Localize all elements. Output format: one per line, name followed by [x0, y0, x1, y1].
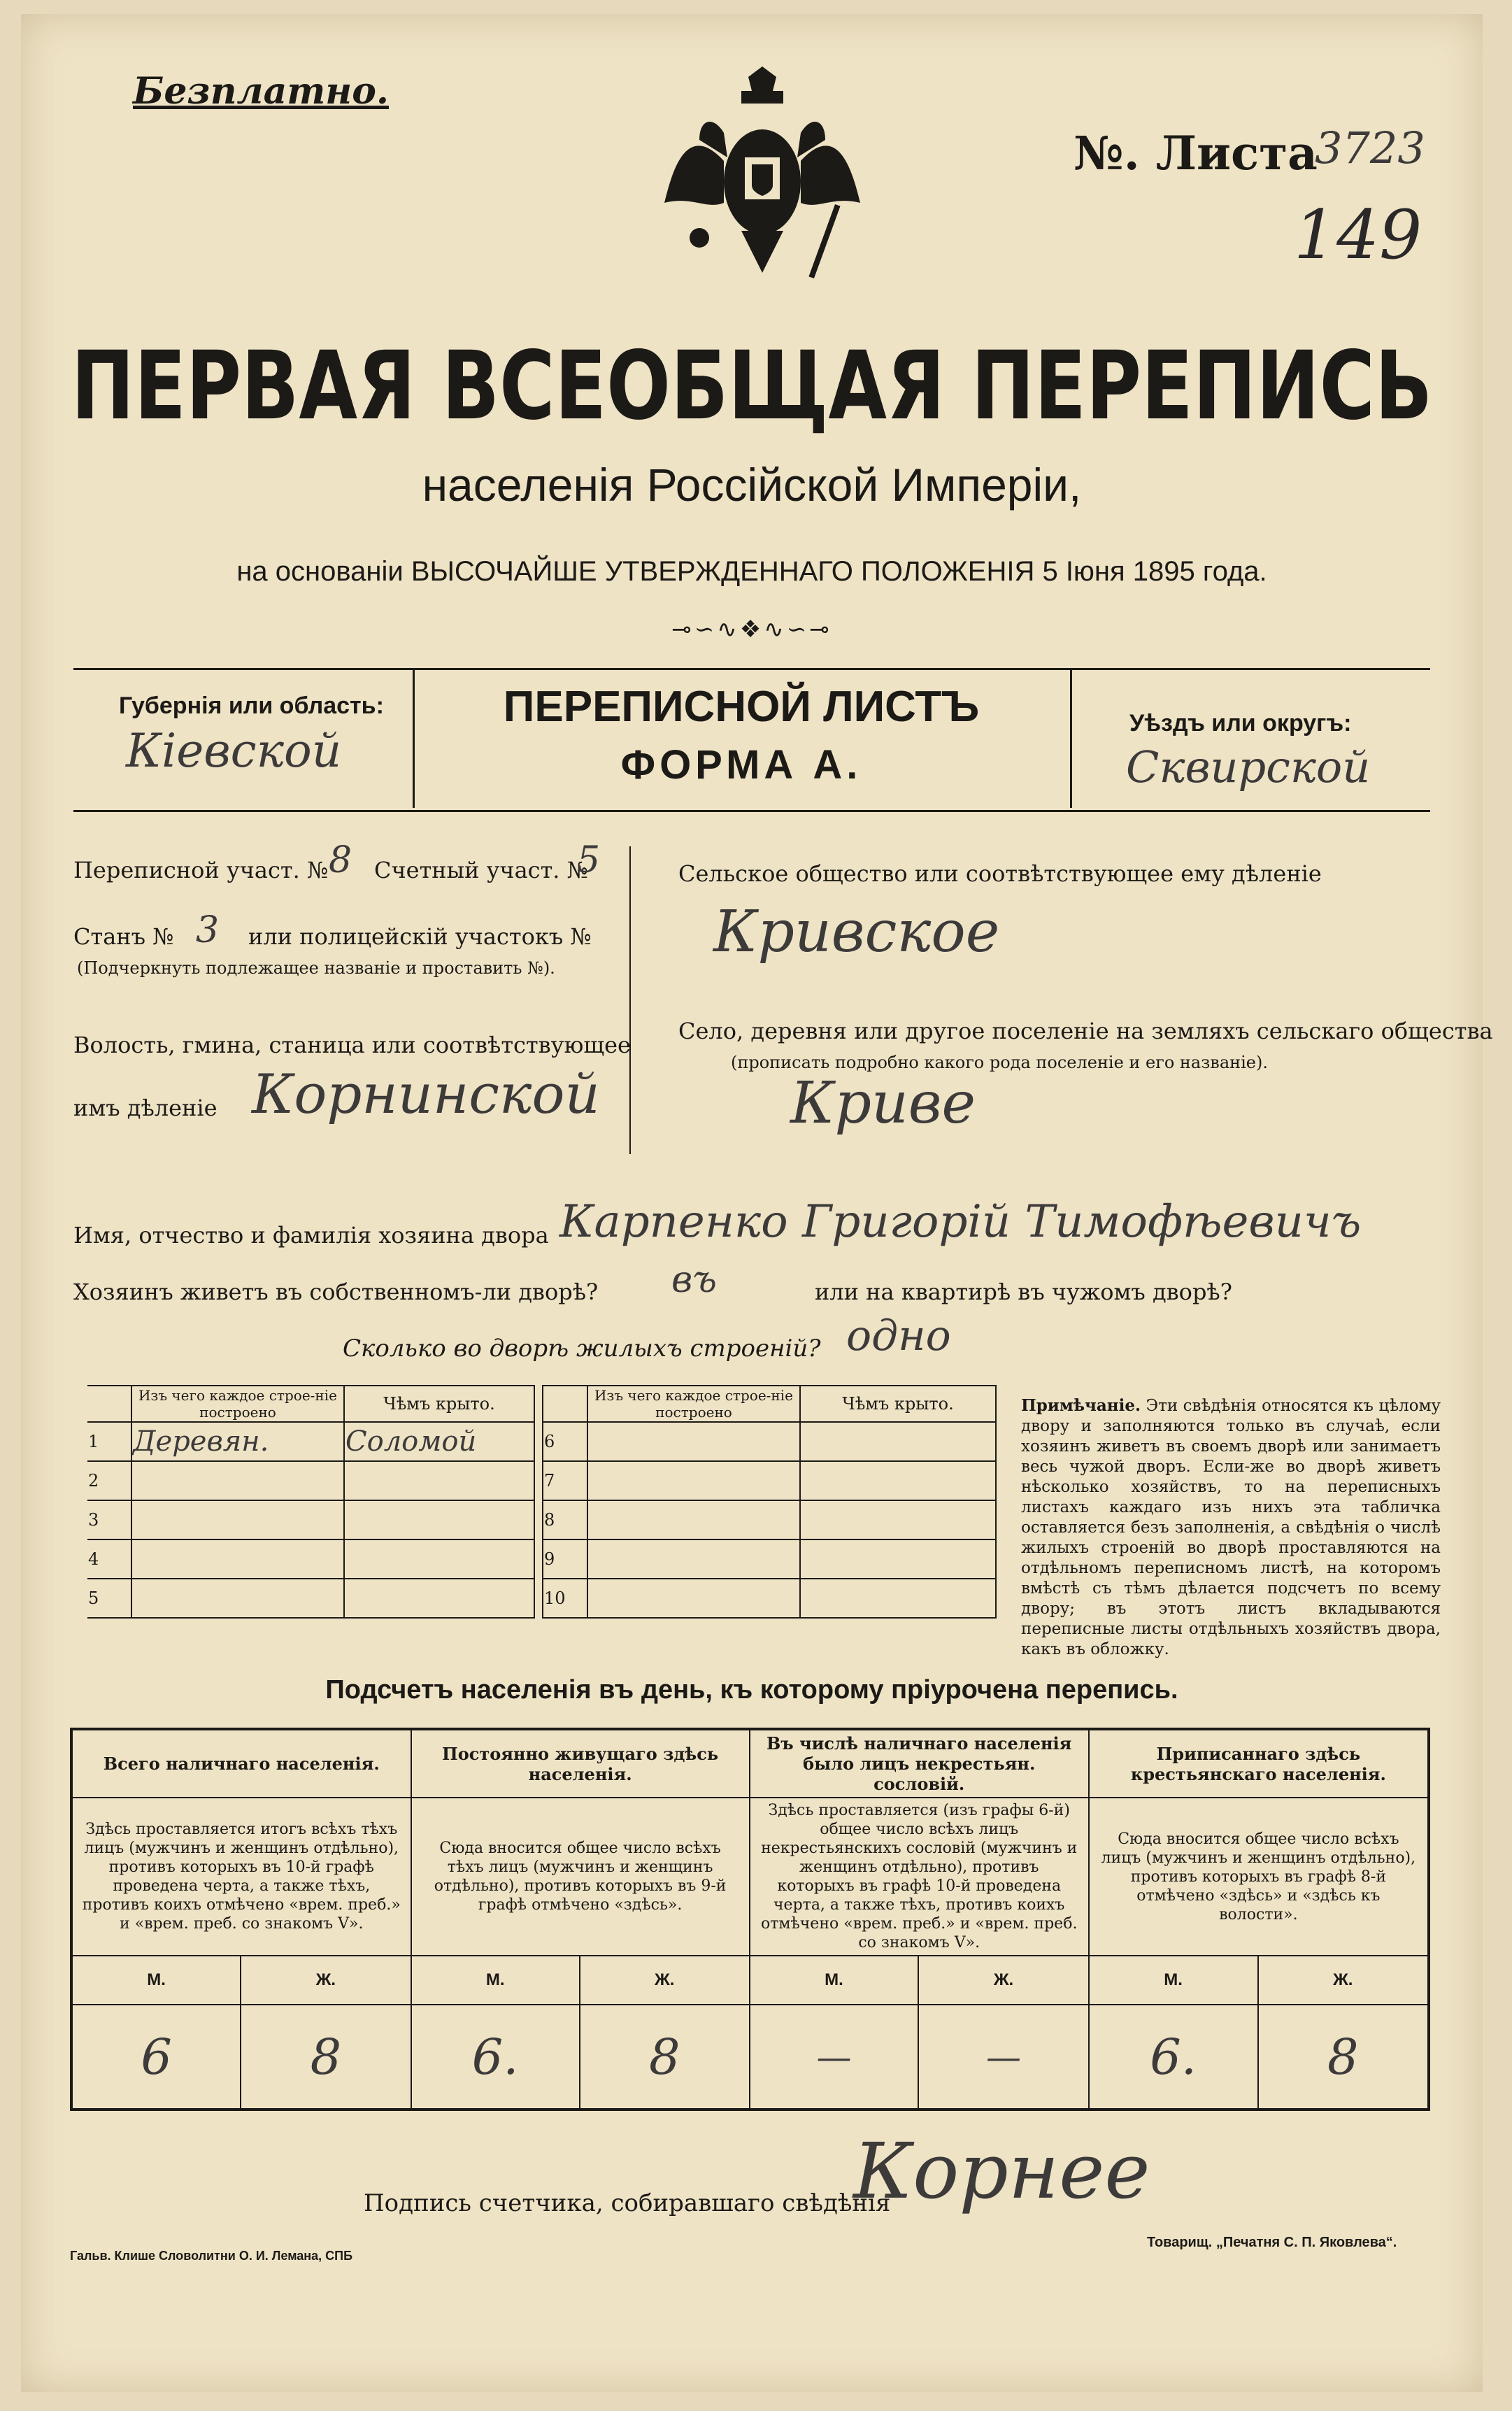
male-count: 6	[71, 2005, 241, 2110]
owner-name-value: Карпенко Григорій Тимофѣевичъ	[559, 1196, 1362, 1248]
building-row-number: 2	[87, 1461, 131, 1500]
count-col-head: Въ числѣ наличнаго населенія было лицъ некрестьян. сословій.	[750, 1729, 1089, 1798]
sheet-stamp-number: 149	[1294, 196, 1422, 274]
count-section-label: Счетный участ. №	[374, 857, 588, 883]
building-row-number: 10	[543, 1579, 587, 1618]
male-count: 6.	[411, 2005, 580, 2110]
building-row-number: 8	[543, 1500, 587, 1539]
volost-value: Корнинской	[252, 1063, 600, 1126]
building-row-number: 6	[543, 1422, 587, 1461]
count-col-desc: Сюда вносится общее число всѣхъ тѣхъ лицъ (мужчинъ и женщинъ отдѣльно), противъ которыхъ въ 9-й графѣ отмѣчено «здѣсь».	[411, 1798, 750, 1956]
census-sheet	[21, 14, 1493, 2392]
own-yard-value: въ	[671, 1259, 717, 1301]
police-label: или полицейскій участокъ №	[248, 923, 592, 950]
basis-line: на основаніи ВЫСОЧАЙШЕ УТВЕРЖДЕННАГО ПОЛОЖЕНІЯ 5 Іюня 1895 года.	[236, 556, 1267, 587]
sheet-number-value: 3723	[1315, 122, 1425, 173]
count-section-value: 5	[577, 839, 601, 881]
buildings-col-material: Изъ чего каждое строе-ніе построено	[587, 1386, 800, 1422]
male-label: М.	[411, 1956, 580, 2005]
village-note: (прописать подробно какого рода поселеніе и его названіе).	[731, 1053, 1268, 1072]
female-label: Ж.	[241, 1956, 411, 2005]
male-count: 6.	[1089, 2005, 1258, 2110]
buildings-col-roof: Чѣмъ крыто.	[344, 1386, 534, 1422]
female-count: 8	[580, 2005, 750, 2110]
volost-label-2: имъ дѣленіе	[73, 1095, 217, 1121]
count-col-desc: Здѣсь проставляется итогъ всѣхъ тѣхъ лицъ (мужчинъ и женщинъ отдѣльно), противъ которыхъ въ 10-й графѣ проведена черта, а также тѣхъ, противъ коихъ отмѣчено «врем. преб.» и «врем. преб. со знакомъ V».	[71, 1798, 411, 1956]
building-row-number: 9	[543, 1539, 587, 1579]
female-count: 8	[241, 2005, 411, 2110]
buildings-value: одно	[846, 1311, 951, 1360]
subtitle: населенія Россійской Имперіи,	[422, 459, 1082, 511]
form-title: ПЕРЕПИСНОЙ ЛИСТЪ	[503, 683, 980, 731]
male-label: М.	[71, 1956, 241, 2005]
province-label: Губернія или область:	[119, 692, 384, 719]
owner-name-label: Имя, отчество и фамилія хозяина двора	[73, 1222, 549, 1249]
province-value: Кіевской	[126, 724, 342, 778]
buildings-table-left	[87, 1385, 535, 1619]
village-value: Криве	[790, 1070, 976, 1137]
footer-left: Гальв. Клише Словолитни О. И. Лемана, СПБ	[70, 2249, 353, 2263]
male-label: М.	[750, 1956, 919, 2005]
footer-right: Товарищ. „Печатня С. П. Яковлева“.	[1147, 2235, 1397, 2250]
male-count: —	[750, 2005, 919, 2110]
female-label: Ж.	[918, 1956, 1089, 2005]
note-lead: Примѣчаніе.	[1021, 1396, 1141, 1415]
note-text: Эти свѣдѣнія относятся къ цѣлому двору и заполняются только въ случаѣ, если хозяинъ живетъ въ своемъ дворѣ или занимаетъ весь чужой дворъ. Если-же во дворѣ живетъ нѣсколько хозяйствъ, то на переписныхъ листахъ каждаго изъ нихъ эта табличка оставляется безъ заполненія, а свѣдѣнія о числѣ жилыхъ строеній во дворѣ проставляются на отдѣльномъ переписномъ листѣ, на которомъ вмѣстѣ съ тѣмъ дѣлается подсчетъ по всему двору; въ этотъ листъ вкладываются переписные листы отдѣльныхъ хозяйствъ двора, какъ въ обложку.	[1021, 1397, 1441, 1658]
community-value: Кривское	[713, 899, 1000, 965]
free-label: Безплатно.	[133, 70, 389, 113]
census-section-label: Переписной участ. №	[73, 857, 329, 883]
building-row-number: 4	[87, 1539, 131, 1579]
stan-value: 3	[196, 909, 220, 951]
rented-label: или на квартирѣ въ чужомъ дворѣ?	[815, 1279, 1232, 1305]
count-col-head: Всего наличнаго населенія.	[71, 1729, 411, 1798]
population-count-table	[70, 1728, 1430, 2111]
main-title: ПЕРВАЯ ВСЕОБЩАЯ ПЕРЕПИСЬ	[71, 332, 1433, 441]
form-letter: ФОРМА А.	[620, 742, 862, 788]
count-title: Подсчетъ населенія въ день, къ которому пріурочена перепись.	[325, 1675, 1178, 1705]
ornament-divider: ⊸∽∿❖∿∽⊸	[671, 616, 832, 643]
district-value: Сквирской	[1126, 741, 1371, 792]
count-col-head: Приписаннаго здѣсь крестьянскаго населенія.	[1089, 1729, 1429, 1798]
note-block	[1021, 1395, 1441, 1660]
community-label: Сельское общество или соотвѣтствующее ему дѣленіе	[678, 860, 1322, 887]
signature-label: Подпись счетчика, собиравшаго свѣдѣнія	[364, 2189, 891, 2217]
fields-vertical-divider	[629, 846, 631, 1154]
female-count: 8	[1258, 2005, 1429, 2110]
building-row-number: 7	[543, 1461, 587, 1500]
buildings-label: Сколько во дворѣ жилыхъ строеній?	[343, 1335, 821, 1363]
count-col-desc: Здѣсь проставляется (изъ графы 6-й) общее число всѣхъ лицъ некрестьянскихъ сословій (мужчинъ и женщинъ отдѣльно), противъ которыхъ въ графѣ 10-й проведена черта, а также тѣхъ, противъ коихъ отмѣчено «врем. преб.» и «врем. преб. со знакомъ V».	[750, 1798, 1089, 1956]
female-label: Ж.	[580, 1956, 750, 2005]
building-row-number: 3	[87, 1500, 131, 1539]
count-col-desc: Сюда вносится общее число всѣхъ лицъ (мужчинъ и женщинъ отдѣльно), противъ которыхъ въ графѣ 8-й отмѣчено «здѣсь» и «здѣсь къ волости».	[1089, 1798, 1429, 1956]
buildings-table-right	[542, 1385, 997, 1619]
building-row-roof: Соломой	[344, 1422, 534, 1461]
imperial-eagle-icon	[657, 63, 867, 294]
building-row-number: 5	[87, 1579, 131, 1618]
female-count: —	[918, 2005, 1089, 2110]
form-box-divider-right	[1070, 668, 1072, 808]
buildings-col-material: Изъ чего каждое строе-ніе построено	[131, 1386, 344, 1422]
female-label: Ж.	[1258, 1956, 1429, 2005]
signature-value: Корнее	[853, 2126, 1150, 2216]
sheet-number-label: №. Листа	[1074, 126, 1318, 180]
building-row-material: Деревян.	[131, 1422, 344, 1461]
underline-note: (Подчеркнуть подлежащее названіе и проставить №).	[77, 958, 555, 978]
village-label: Село, деревня или другое поселеніе на земляхъ сельскаго общества	[678, 1018, 1493, 1044]
district-label: Уѣздъ или округъ:	[1129, 710, 1352, 737]
stan-label: Станъ №	[73, 923, 174, 950]
own-yard-label: Хозяинъ живетъ въ собственномъ-ли дворѣ?	[73, 1279, 599, 1305]
male-label: М.	[1089, 1956, 1258, 2005]
count-col-head: Постоянно живущаго здѣсь населенія.	[411, 1729, 750, 1798]
census-section-value: 8	[329, 839, 352, 881]
buildings-col-roof: Чѣмъ крыто.	[800, 1386, 996, 1422]
building-row-number: 1	[87, 1422, 131, 1461]
volost-label-1: Волость, гмина, станица или соотвѣтствующее	[73, 1032, 631, 1058]
